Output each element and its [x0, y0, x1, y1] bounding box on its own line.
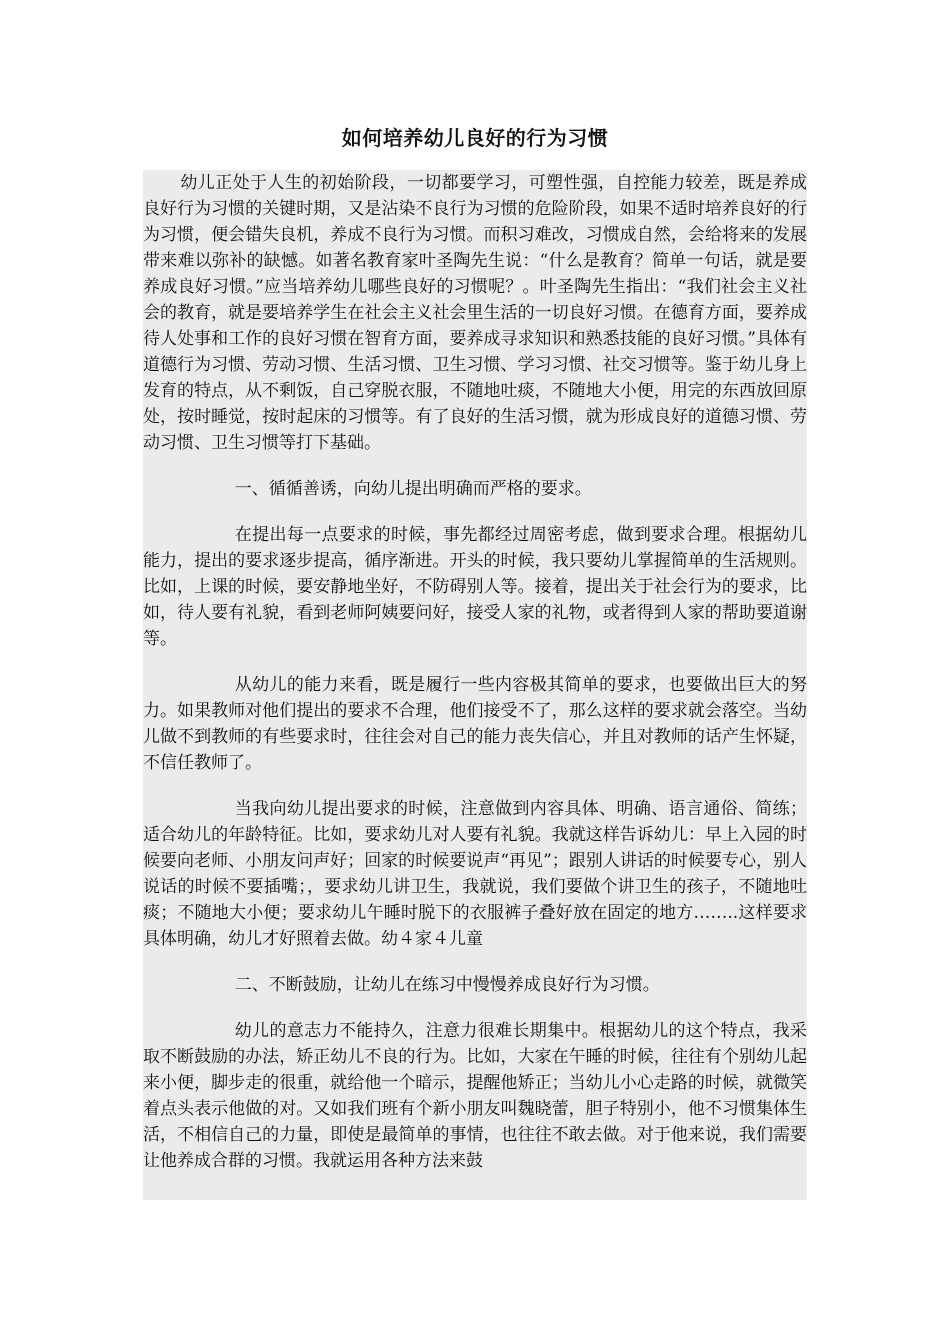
- paragraph-ability: 从幼儿的能力来看，既是履行一些内容极其简单的要求，也要做出巨大的努力。如果教师对他们提出的要求不合理，他们接受不了，那么这样的要求就会落空。当幼儿做不到教师的有些要求时，往往会对自己的能力丧失信心，并且对教师的话产生怀疑，不信任教师了。: [143, 675, 807, 773]
- document-title: 如何培养幼儿良好的行为习惯: [341, 126, 609, 150]
- paragraph-requirements: 在提出每一点要求的时候，事先都经过周密考虑，做到要求合理。根据幼儿能力，提出的要求逐步提高，循序渐进。开头的时候，我只要幼儿掌握简单的生活规则。比如，上课的时候，要安静地坐好，不防碍别人等。接着，提出关于社会行为的要求，比如，待人要有礼貌，看到老师阿姨要问好，接受人家的礼物，或者得到人家的帮助要道谢等。: [143, 525, 807, 649]
- section-heading-2: 二、不断鼓励，让幼儿在练习中慢慢养成良好行为习惯。: [234, 975, 660, 995]
- section-heading-1: 一、循循善诱，向幼儿提出明确而严格的要求。: [234, 479, 592, 499]
- paragraph-intro: 幼儿正处于人生的初始阶段，一切都要学习，可塑性强，自控能力较差，既是养成良好行为习惯的关键时期，又是沾染不良行为习惯的危险阶段，如果不适时培养良好的行为习惯，便会错失良机，养成不良行为习惯。而积习难改，习惯成自然，会给将来的发展带来难以弥补的缺憾。如著名教育家叶圣陶先生说：“什么是教育？简单一句话，就是要养成良好习惯。”应当培养幼儿哪些良好的习惯呢？。叶圣陶先生指出：“我们社会主义社会的教育，就是要培养学生在社会主义社会里生活的一切良好习惯。在德育方面，要养成待人处事和工作的良好习惯在智育方面，要养成寻求知识和熟悉技能的良好习惯。”具体有道德行为习惯、劳动习惯、生活习惯、卫生习惯、学习习惯、社交习惯等。鉴于幼儿身上发育的特点，从不剩饭，自己穿脱衣服，不随地吐痰，不随地大小便，用完的东西放回原处，按时睡觉，按时起床的习惯等。有了良好的生活习惯，就为形成良好的道德习惯、劳动习惯、卫生习惯等打下基础。: [143, 173, 807, 453]
- paragraph-specific-requirements: 当我向幼儿提出要求的时候，注意做到内容具体、明确、语言通俗、简练；适合幼儿的年龄特征。比如，要求幼儿对人要有礼貌。我就这样告诉幼儿：早上入园的时候要向老师、小朋友问声好；回家的时候要说声“再见”；跟别人讲话的时候要专心，别人说话的时候不要插嘴；，要求幼儿讲卫生，我就说，我们要做个讲卫生的孩子，不随地吐痰；不随地大小便；要求幼儿午睡时脱下的衣服裤子叠好放在固定的地方……..这样要求具体明确，幼儿才好照着去做。幼４家４儿童: [143, 799, 807, 949]
- paragraph-encouragement: 幼儿的意志力不能持久，注意力很难长期集中。根据幼儿的这个特点，我采取不断鼓励的办法，矫正幼儿不良的行为。比如，大家在午睡的时候，往往有个别幼儿起来小便，脚步走的很重，就给他一个暗示，提醒他矫正；当幼儿小心走路的时候，就微笑着点头表示他做的对。又如我们班有个新小朋友叫魏晓蕾，胆子特别小，他不习惯集体生活，不相信自己的力量，即使是最简单的事情，也往往不敢去做。对于他来说，我们需要让他养成合群的习惯。我就运用各种方法来鼓: [143, 1021, 807, 1171]
- document-body: [143, 170, 807, 1200]
